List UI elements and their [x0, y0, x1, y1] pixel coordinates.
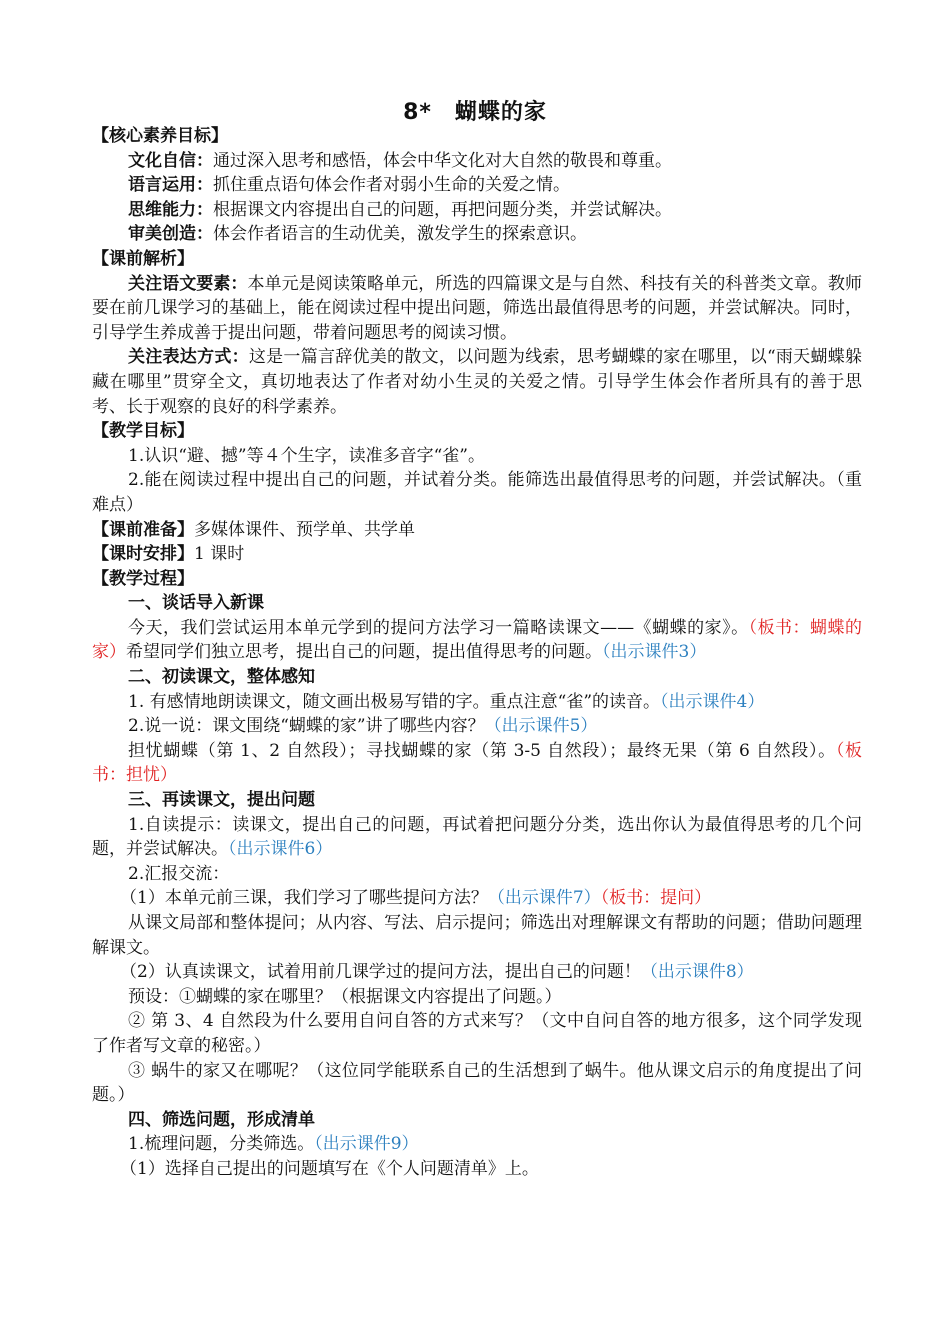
- preparation-line: 【课前准备】多媒体课件、预学单、共学单: [92, 519, 415, 540]
- goal-thinking: 思维能力：根据课文内容提出自己的问题，再把问题分类，并尝试解决。: [128, 199, 672, 220]
- step-3-preset-1: 预设：①蝴蝶的家在哪里？（根据课文内容提出了问题。）: [128, 986, 562, 1007]
- step-3-answer-1: 从课文局部和整体提问；从内容、写法、启示提问；筛选出对理解课文有帮助的问题；借助问题理解课文。: [92, 913, 862, 958]
- step-3-item-2: 2.汇报交流：: [128, 863, 230, 884]
- schedule-line: 【课时安排】1 课时: [92, 544, 245, 565]
- step-3-preset-3: ③ 蜗牛的家又在哪呢？（这位同学能联系自己的生活想到了蜗牛。他从课文启示的角度提出了问题。）: [92, 1060, 862, 1106]
- analysis-paragraph-1: 关注语文要素：本单元是阅读策略单元，所选的四篇课文是与自然、科技有关的科普类文章。教师要在前几课学习的基础上，能在阅读过程中提出问题，筛选出最值得思考的问题，并尝试解决。同时，引导学生养成善于提出问题，带着问题思考的阅读习惯。: [92, 273, 862, 343]
- page-title: 8* 蝴蝶的家: [403, 100, 547, 125]
- step-2-item-1: 1. 有感情地朗读课文，随文画出极易写错的字。重点注意“雀”的读音。（出示课件4）: [128, 691, 765, 712]
- step-3-question-1: （1）本单元前三课，我们学习了哪些提问方法？（出示课件7）（板书：提问）: [120, 888, 712, 909]
- goal-aesthetic: 审美创造：体会作者语言的生动优美，激发学生的探索意识。: [128, 224, 587, 245]
- teaching-goal-2: 2.能在阅读过程中提出自己的问题，并试着分类。能筛选出最值得思考的问题，并尝试解决。（重难点）: [92, 470, 862, 515]
- section-heading-teaching-goals: 【教学目标】: [92, 421, 194, 442]
- step-3-item-1: 1.自读提示：读课文，提出自己的问题，再试着把问题分分类，选出你认为最值得思考的几个问题，并尝试解决。（出示课件6）: [92, 814, 862, 860]
- step-3-question-2: （2）认真读课文，试着用前几课学过的提问方法，提出自己的问题！（出示课件8）: [120, 962, 754, 983]
- document-body: [92, 124, 862, 1182]
- section-heading-analysis: 【课前解析】: [92, 248, 194, 269]
- analysis-paragraph-2: 关注表达方式：这是一篇言辞优美的散文，以问题为线索，思考蝴蝶的家在哪里，以“雨天蝴蝶躲藏在哪里”贯穿全文，真切地表达了作者对幼小生灵的关爱之情。引导学生体会作者所具有的善于思考、长于观察的良好的科学素养。: [92, 347, 862, 417]
- step-2-item-2: 2.说一说：课文围绕“蝴蝶的家”讲了哪些内容？（出示课件5）: [128, 716, 598, 737]
- step-2-item-3: 担忧蝴蝶（第 1、2 自然段）；寻找蝴蝶的家（第 3-5 自然段）；最终无果（第 6 自然段）。（板书：担忧）: [92, 740, 863, 786]
- goal-language: 语言运用：抓住重点语句体会作者对弱小生命的关爱之情。: [128, 175, 570, 196]
- goal-culture: 文化自信：通过深入思考和感悟，体会中华文化对大自然的敬畏和尊重。: [128, 150, 672, 171]
- section-heading-process: 【教学过程】: [92, 568, 194, 589]
- step-4-heading: 四、筛选问题，形成清单: [128, 1109, 315, 1130]
- step-4-item-1: 1.梳理问题，分类筛选。（出示课件9）: [128, 1134, 419, 1155]
- step-2-heading: 二、初读课文，整体感知: [128, 667, 315, 688]
- step-1-heading: 一、谈话导入新课: [128, 593, 264, 614]
- teaching-goal-1: 1.认识“避、撼”等４个生字，读准多音字“雀”。: [128, 445, 485, 466]
- section-heading-core-goals: 【核心素养目标】: [92, 126, 228, 146]
- step-3-preset-2: ② 第 3、4 自然段为什么要用自问自答的方式来写？（文中自问自答的地方很多，这个同学发现了作者写文章的秘密。）: [92, 1011, 862, 1056]
- step-4-item-2: （1）选择自己提出的问题填写在《个人问题清单》上。: [120, 1158, 539, 1179]
- step-1-paragraph: 今天，我们尝试运用本单元学到的提问方法学习一篇略读课文——《蝴蝶的家》。（板书：蝴蝶的家）希望同学们独立思考，提出自己的问题，提出值得思考的问题。（出示课件3）: [92, 617, 863, 663]
- step-3-heading: 三、再读课文，提出问题: [128, 790, 315, 811]
